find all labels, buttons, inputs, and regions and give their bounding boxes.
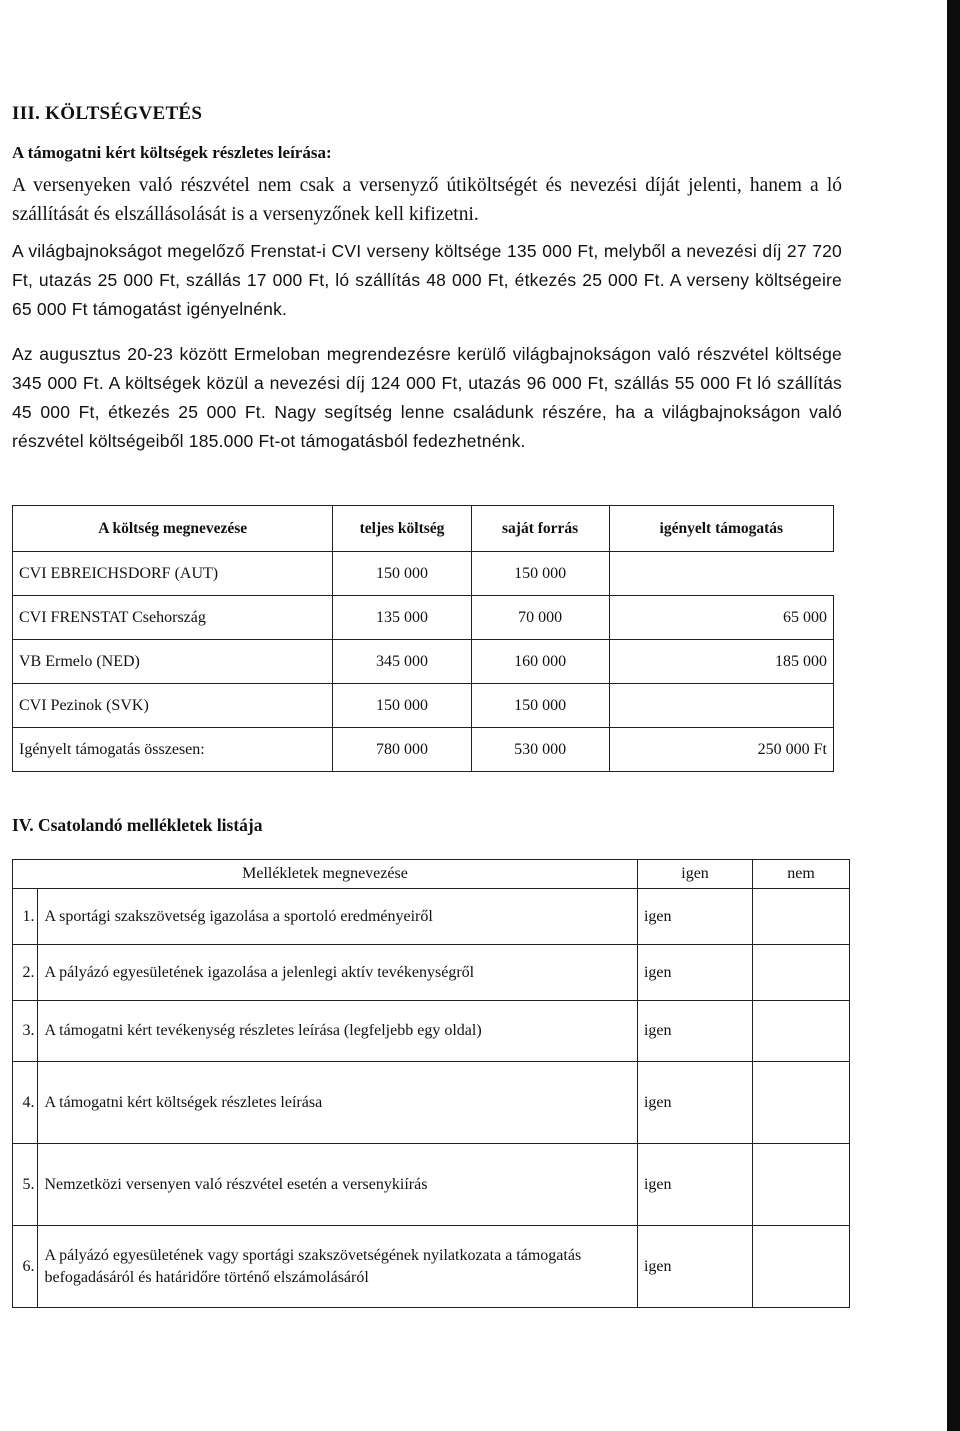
section-3-heading: III. KÖLTSÉGVETÉS: [12, 103, 203, 124]
attachment-title: A pályázó egyesületének igazolása a jelenlegi aktív tevékenységről: [38, 945, 637, 1001]
attachment-yes: igen: [637, 889, 752, 945]
cost-header-total: teljes költség: [333, 506, 471, 552]
attachment-title: A támogatni kért költségek részletes leírása: [38, 1062, 637, 1144]
cost-total-cell: 135 000: [333, 596, 471, 640]
cost-name-cell: CVI Pezinok (SVK): [13, 684, 333, 728]
attachment-number: 6.: [13, 1226, 38, 1308]
table-row: [13, 596, 834, 640]
attachment-no: [753, 1144, 850, 1226]
attachments-header-no: nem: [753, 860, 850, 889]
attachment-yes: igen: [637, 1062, 752, 1144]
attachment-number: 3.: [13, 1001, 38, 1062]
attachment-no: [753, 1001, 850, 1062]
attachment-number: 1.: [13, 889, 38, 945]
table-row: [13, 1144, 850, 1226]
cost-requested-cell: [609, 552, 833, 596]
attachments-header-title: Mellékletek megnevezése: [13, 860, 638, 889]
cost-own-cell: 150 000: [471, 552, 609, 596]
cost-name-cell: CVI EBREICHSDORF (AUT): [13, 552, 333, 596]
cost-total-cell: 150 000: [333, 684, 471, 728]
paragraph-ermelo: Az augusztus 20-23 között Ermeloban megrendezésre kerülő világbajnokságon való részvétel költsége 345 000 Ft. A költségek közül a nevezési díj 124 000 Ft, utazás 96 000 Ft, szállás 55 000 Ft ló szállítás 45 000 Ft, étkezés 25 000 Ft. Nagy segítség lenne családunk részére, ha a világbajnokságon való részvétel költségeiből 185.000 Ft-ot támogatásból fedezhetnénk.: [12, 344, 842, 451]
table-row: [13, 684, 834, 728]
attachment-number: 4.: [13, 1062, 38, 1144]
cost-table: [12, 505, 834, 772]
attachment-yes: igen: [637, 945, 752, 1001]
cost-requested-cell: 185 000: [609, 640, 833, 684]
table-row: [13, 945, 850, 1001]
attachment-no: [753, 1062, 850, 1144]
paragraph-travel-costs: A versenyeken való részvétel nem csak a versenyző útiköltségét és nevezési díját jelenti, hanem a ló szállítását és elszállásolását is a versenyzőnek kell kifizetni.: [12, 175, 842, 225]
table-row: [13, 1062, 850, 1144]
attachment-no: [753, 889, 850, 945]
scan-edge-bar: [947, 0, 960, 1431]
cost-own-cell: 530 000: [471, 728, 609, 772]
table-row: [13, 640, 834, 684]
table-row: [13, 1226, 850, 1308]
cost-own-cell: 160 000: [471, 640, 609, 684]
attachment-no: [753, 1226, 850, 1308]
section-3-subheading: A támogatni kért költségek részletes leírása:: [12, 143, 332, 162]
attachment-title: A sportági szakszövetség igazolása a sportoló eredményeiről: [38, 889, 637, 945]
cost-total-cell: 345 000: [333, 640, 471, 684]
paragraph-frenstat: A világbajnokságot megelőző Frenstat-i CVI verseny költsége 135 000 Ft, melyből a nevezési díj 27 720 Ft, utazás 25 000 Ft, szállás 17 000 Ft, ló szállítás 48 000 Ft, étkezés 25 000 Ft. A verseny költségeire 65 000 Ft támogatást igényelnénk.: [12, 241, 842, 319]
attachment-yes: igen: [637, 1001, 752, 1062]
cost-own-cell: 150 000: [471, 684, 609, 728]
attachment-title: Nemzetközi versenyen való részvétel esetén a versenykiírás: [38, 1144, 637, 1226]
cost-name-cell: CVI FRENSTAT Csehország: [13, 596, 333, 640]
attachment-yes: igen: [637, 1144, 752, 1226]
cost-header-own: saját forrás: [471, 506, 609, 552]
cost-header-name: A költség megnevezése: [13, 506, 333, 552]
cost-total-cell: 150 000: [333, 552, 471, 596]
cost-table-header-row: [13, 506, 834, 552]
attachments-table: [12, 859, 850, 1308]
cost-name-cell: VB Ermelo (NED): [13, 640, 333, 684]
cost-requested-cell: 250 000 Ft: [609, 728, 833, 772]
table-row: [13, 1001, 850, 1062]
table-row-total: [13, 728, 834, 772]
attachment-yes: igen: [637, 1226, 752, 1308]
cost-total-cell: 780 000: [333, 728, 471, 772]
attachment-number: 2.: [13, 945, 38, 1001]
attachment-number: 5.: [13, 1144, 38, 1226]
table-row: [13, 889, 850, 945]
cost-requested-cell: 65 000: [609, 596, 833, 640]
attachments-header-yes: igen: [637, 860, 752, 889]
attachment-title: A pályázó egyesületének vagy sportági szakszövetségének nyilatkozata a támogatás befogadásáról és határidőre történő elszámolásáról: [38, 1226, 637, 1308]
cost-header-requested: igényelt támogatás: [609, 506, 833, 552]
table-row: [13, 552, 834, 596]
attachment-title: A támogatni kért tevékenység részletes leírása (legfeljebb egy oldal): [38, 1001, 637, 1062]
cost-own-cell: 70 000: [471, 596, 609, 640]
cost-name-cell: Igényelt támogatás összesen:: [13, 728, 333, 772]
section-4-heading: IV. Csatolandó mellékletek listája: [12, 815, 263, 835]
cost-requested-cell: [609, 684, 833, 728]
attachments-header-row: [13, 860, 850, 889]
attachment-no: [753, 945, 850, 1001]
